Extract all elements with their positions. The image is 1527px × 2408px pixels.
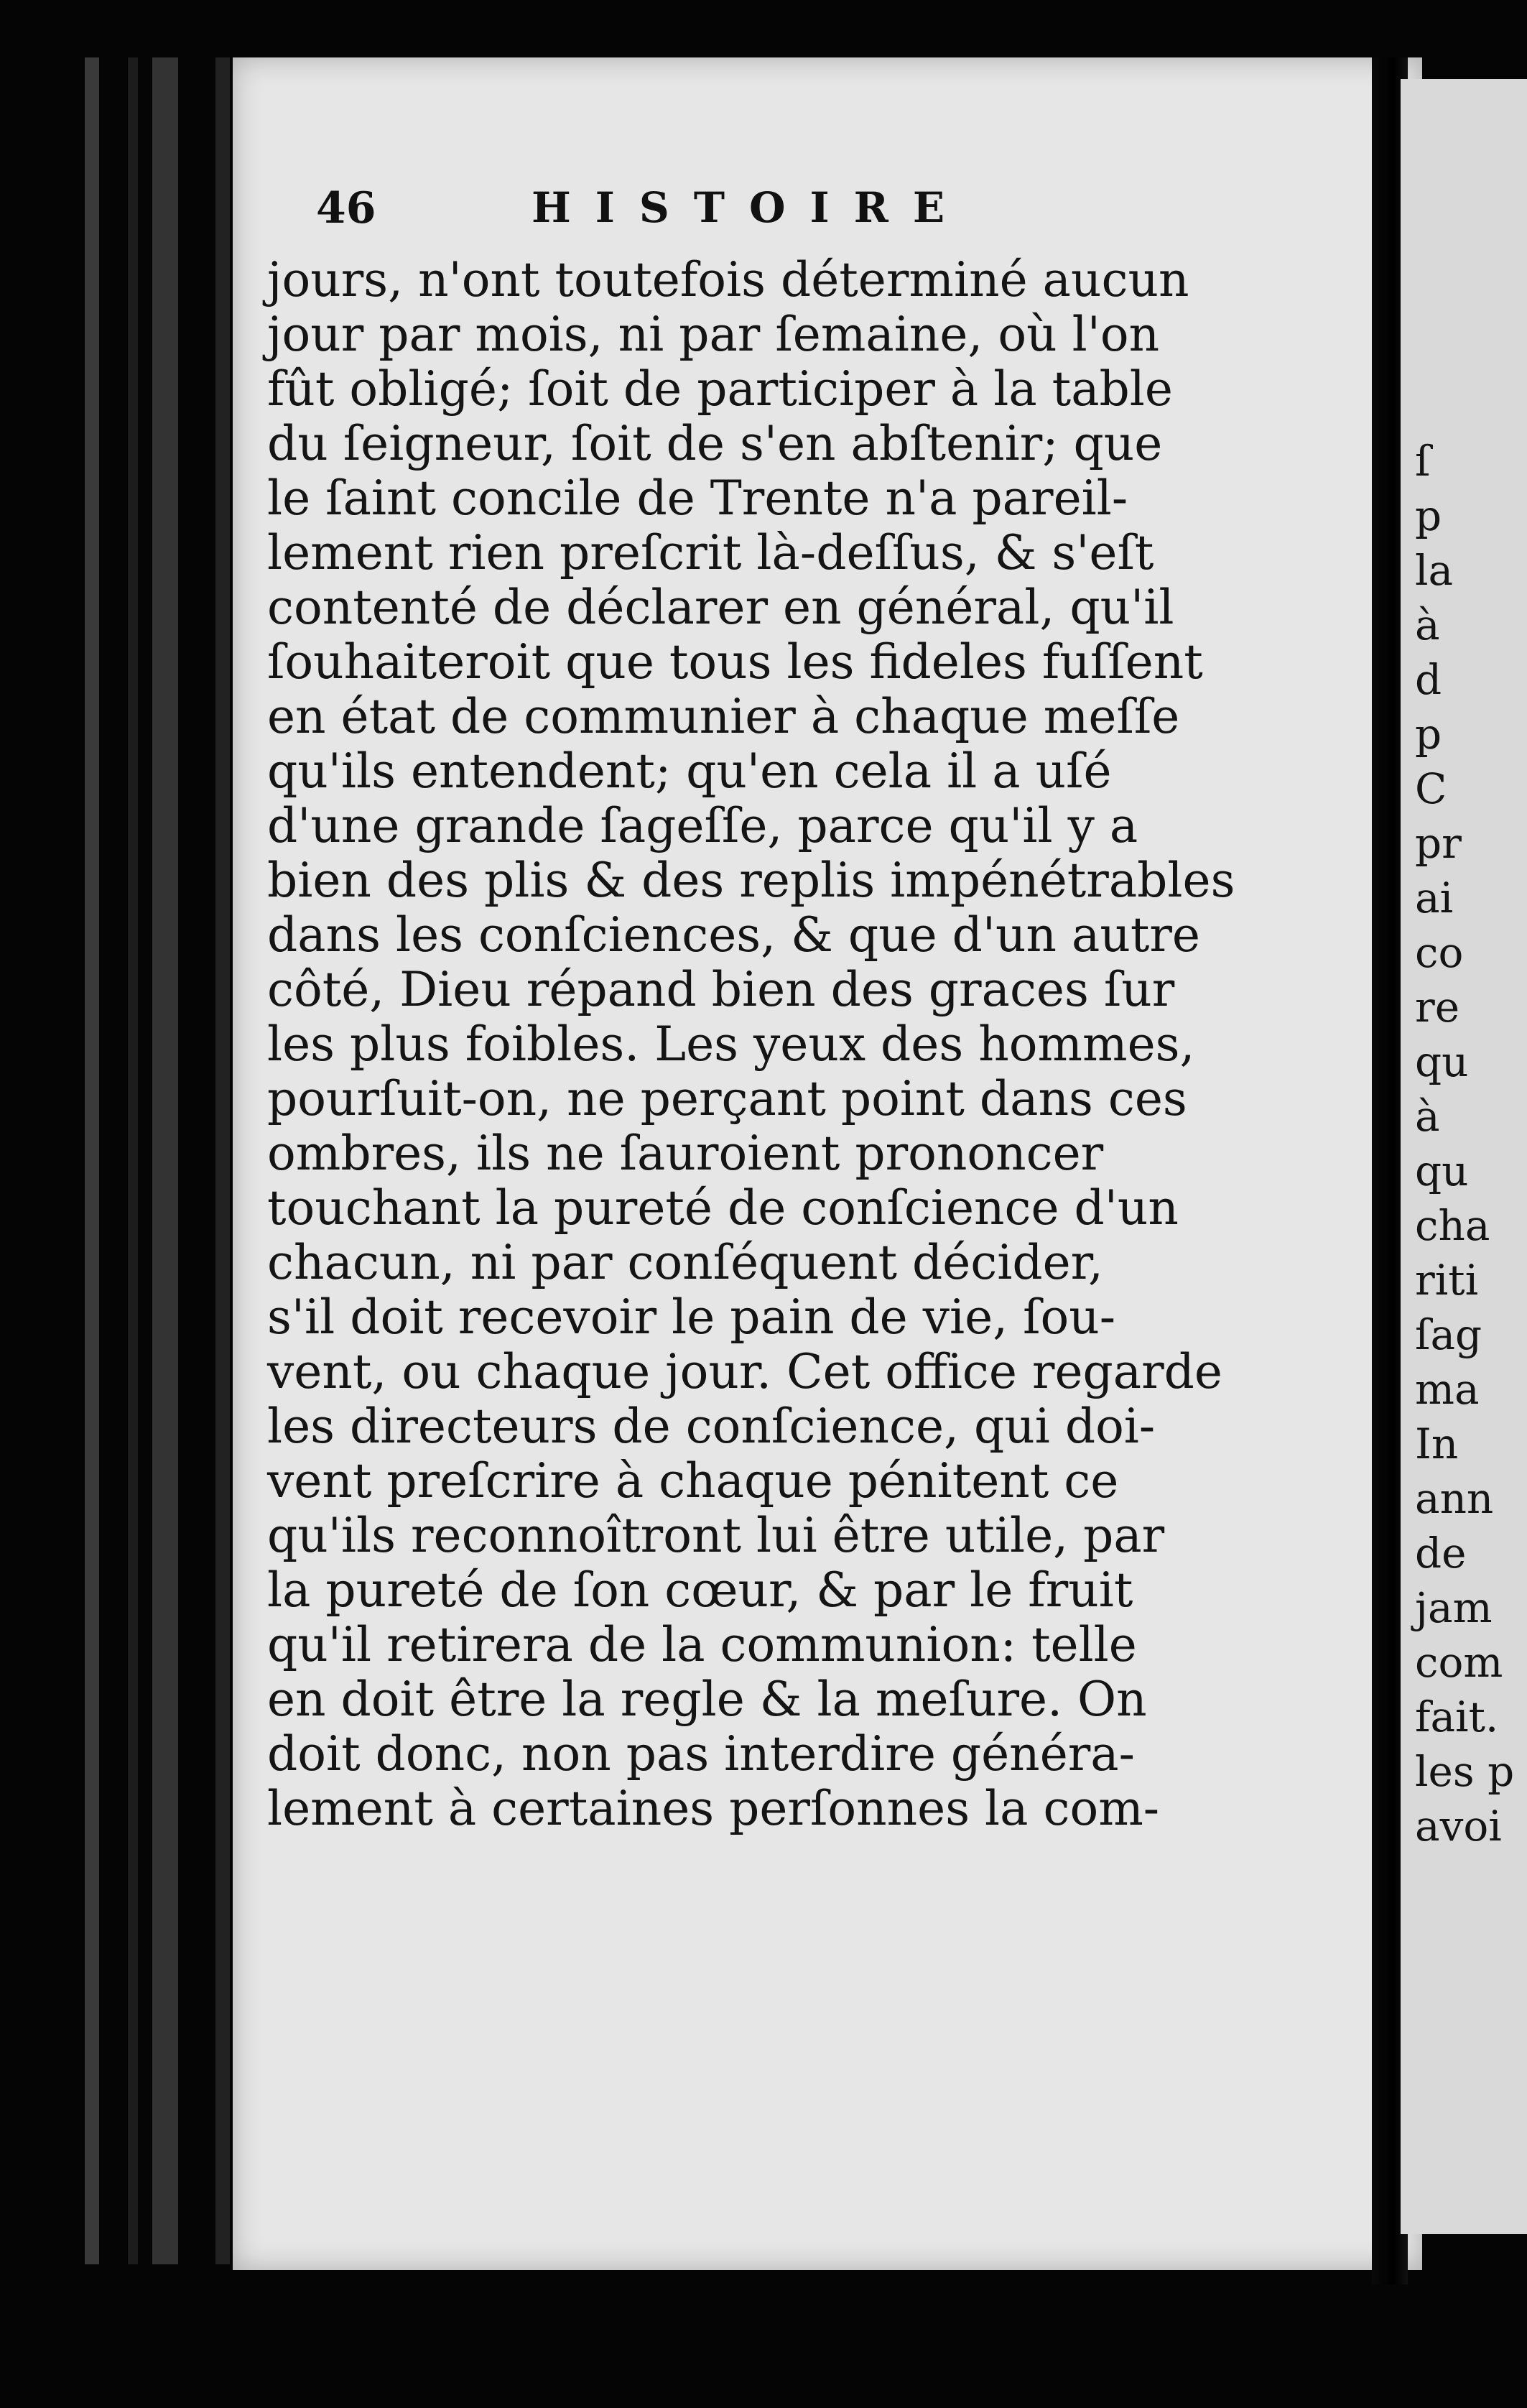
facing-page-fragment: In — [1415, 1420, 1459, 1468]
book-edge — [85, 57, 99, 2264]
text-line: côté, Dieu répand bien des graces ſur — [267, 962, 1175, 1017]
page-number: 46 — [316, 183, 376, 233]
text-line: s'il doit recevoir le pain de vie, ſou- — [267, 1289, 1116, 1345]
facing-page-fragment: avoi — [1415, 1802, 1502, 1851]
running-title: HISTOIRE — [532, 183, 970, 232]
text-line: vent, ou chaque jour. Cet office regarde — [267, 1344, 1222, 1399]
text-line: qu'ils entendent; qu'en cela il a uſé — [267, 744, 1112, 799]
facing-page-fragment: à — [1415, 601, 1440, 649]
text-line: jours, n'ont toutefois déterminé aucun — [267, 252, 1189, 307]
facing-page-fragment: ann — [1415, 1474, 1494, 1523]
facing-page-fragment: p — [1415, 710, 1442, 759]
text-line: d'une grande ſageſſe, parce qu'il y a — [267, 798, 1138, 853]
facing-page-fragment: d — [1415, 655, 1442, 704]
text-line: en doit être la regle & la meſure. On — [267, 1672, 1147, 1727]
text-line: ombres, ils ne ſauroient prononcer — [267, 1126, 1104, 1181]
facing-page-fragment: riti — [1415, 1256, 1479, 1305]
text-line: les directeurs de conſcience, qui doi- — [267, 1399, 1156, 1454]
text-line: bien des plis & des replis impénétrables — [267, 853, 1235, 908]
facing-page-fragment: qu — [1415, 1037, 1469, 1086]
text-line: ſouhaiteroit que tous les fideles fuſſent — [267, 634, 1203, 690]
book-edge — [152, 57, 178, 2264]
page-header — [316, 183, 1250, 248]
facing-page-fragment: com — [1415, 1638, 1503, 1687]
facing-page-fragment: re — [1415, 983, 1460, 1032]
text-line: touchant la pureté de conſcience d'un — [267, 1180, 1179, 1236]
text-line: en état de communier à chaque meſſe — [267, 689, 1180, 744]
text-line: les plus foibles. Les yeux des hommes, — [267, 1017, 1195, 1072]
text-line: qu'il retirera de la communion: telle — [267, 1617, 1137, 1672]
facing-page-fragment: cha — [1415, 1201, 1490, 1250]
text-line: contenté de déclarer en général, qu'il — [267, 580, 1174, 635]
book-edge — [215, 57, 230, 2264]
facing-page-fragment: jam — [1415, 1583, 1493, 1632]
text-line: du ſeigneur, ſoit de s'en abſtenir; que — [267, 416, 1163, 471]
facing-page-fragment: ſ — [1415, 437, 1431, 486]
facing-page-fragment: qu — [1415, 1147, 1469, 1195]
facing-page-fragment: ma — [1415, 1365, 1480, 1414]
facing-page-fragment: à — [1415, 1092, 1440, 1141]
facing-page — [1401, 79, 1527, 2234]
text-line: la pureté de ſon cœur, & par le fruit — [267, 1562, 1133, 1618]
facing-page-fragment: de — [1415, 1529, 1467, 1578]
text-line: chacun, ni par conſéquent décider, — [267, 1235, 1103, 1290]
facing-page-fragment: la — [1415, 546, 1454, 595]
facing-page-fragment: ſag — [1415, 1310, 1482, 1359]
text-line: lement rien preſcrit là-deſſus, & s'eſt — [267, 525, 1154, 580]
facing-page-fragment: co — [1415, 928, 1464, 977]
text-line: le ſaint concile de Trente n'a pareil- — [267, 471, 1128, 526]
text-line: vent preſcrire à chaque pénitent ce — [267, 1453, 1119, 1509]
facing-page-fragment: pr — [1415, 819, 1462, 868]
facing-page-fragment: ai — [1415, 874, 1454, 922]
facing-page-fragment: fait. — [1415, 1692, 1499, 1741]
text-line: fût obligé; ſoit de participer à la table — [267, 361, 1173, 417]
facing-page-fragment: C — [1415, 764, 1447, 813]
text-line: doit donc, non pas interdire généra- — [267, 1726, 1135, 1782]
facing-page-fragment: p — [1415, 491, 1442, 540]
text-line: qu'ils reconnoîtront lui être utile, par — [267, 1508, 1165, 1563]
text-line: jour par mois, ni par ſemaine, où l'on — [267, 307, 1160, 362]
book-edge — [128, 57, 138, 2264]
facing-page-fragment: les p — [1415, 1747, 1515, 1796]
text-line: dans les conſciences, & que d'un autre — [267, 907, 1200, 963]
text-line: lement à certaines perſonnes la com- — [267, 1781, 1160, 1836]
text-line: pourſuit-on, ne perçant point dans ces — [267, 1071, 1187, 1126]
